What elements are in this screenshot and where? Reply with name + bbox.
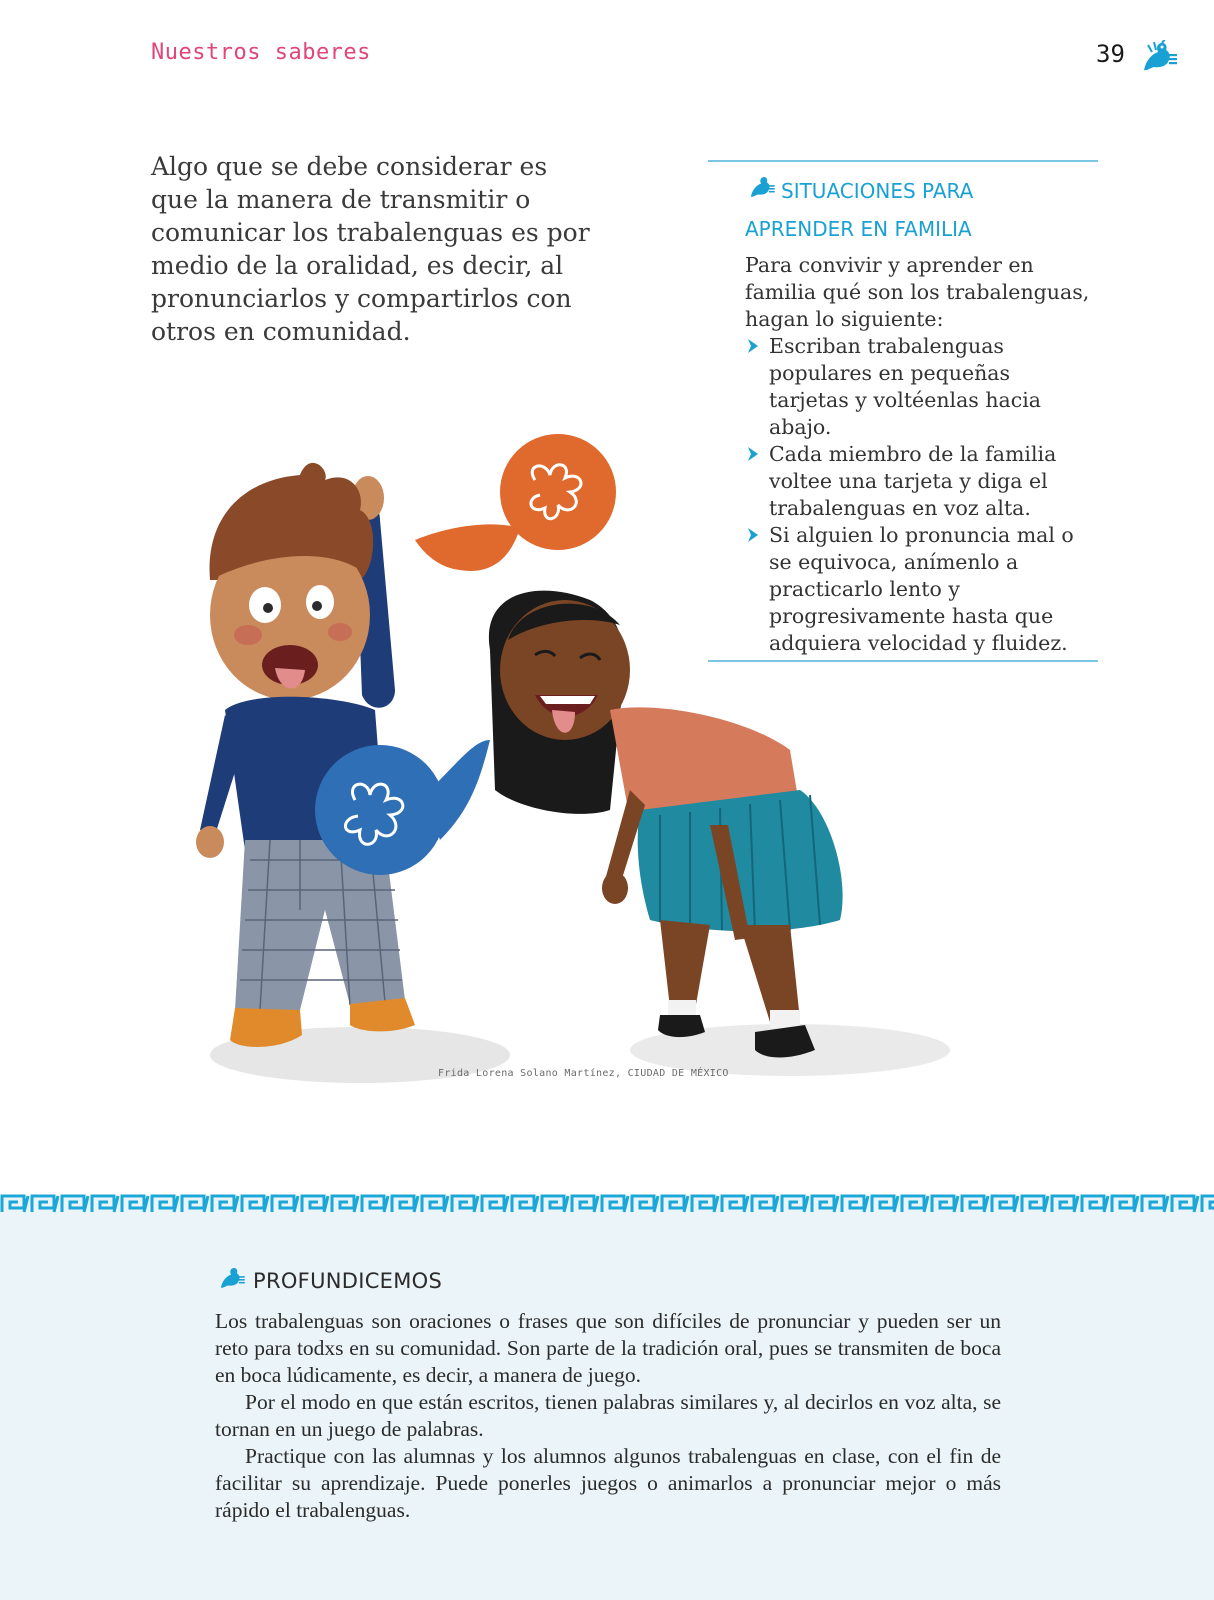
- greek-key-border: [0, 1192, 1214, 1216]
- family-step-1: Escriban trabalenguas populares en pequeñas tarjetas y voltéenlas hacia abajo.: [769, 334, 1042, 439]
- family-title-line2: APRENDER EN FAMILIA: [745, 217, 972, 241]
- intro-paragraph: [151, 150, 591, 348]
- family-box-title: [745, 172, 1085, 248]
- girl-figure: [489, 591, 843, 1058]
- axolotl-mascot-icon: [1138, 40, 1178, 76]
- profundicemos-title-text: PROFUNDICEMOS: [253, 1269, 443, 1293]
- chevron-right-icon: [745, 337, 761, 355]
- profundicemos-body: [215, 1308, 1001, 1524]
- family-step-2: Cada miembro de la familia voltee una tarjeta y diga el trabalenguas en voz alta.: [769, 442, 1057, 520]
- profundicemos-title: [215, 1266, 442, 1293]
- family-title-line1: SITUACIONES PARA: [781, 179, 974, 203]
- profundicemos-paragraph-1: Los trabalenguas son oraciones o frases que son difíciles de pronunciar y pueden ser un reto para todxs en su comunidad. Son parte de la tradición oral, pues se transmiten de boca en boca lúdicamente, es decir, a manera de juego.: [215, 1309, 1001, 1387]
- family-lead: Para convivir y aprender en familia qué son los trabalenguas, hagan lo siguiente:: [745, 253, 1090, 331]
- blue-speech-bubble: [315, 740, 490, 875]
- profundicemos-paragraph-3: Practique con las alumnas y los alumnos algunos trabalenguas en clase, con el fin de facilitar su aprendizaje. Puede ponerles juegos o animarlos a pronunciar mejor o más rápido el trabalenguas.: [215, 1444, 1001, 1522]
- axolotl-mascot-icon: [215, 1266, 247, 1292]
- axolotl-mascot-icon: [745, 175, 777, 201]
- intro-text: Algo que se debe considerar es que la manera de transmitir o comunicar los trabalenguas es por medio de la oralidad, es decir, al pronunciarlos y compartirlos con otros en comunidad.: [151, 152, 590, 346]
- illustration-credit: Frida Lorena Solano Martínez, CIUDAD DE MÉXICO: [438, 1068, 729, 1079]
- children-illustration: [190, 410, 990, 1110]
- orange-speech-bubble: [415, 434, 616, 571]
- section-title: Nuestros saberes: [151, 40, 371, 65]
- family-step-3: Si alguien lo pronuncia mal o se equivoca, anímenlo a practicarlo lento y progresivamente hasta que adquiera velocidad y fluidez.: [769, 523, 1074, 655]
- profundicemos-paragraph-2: Por el modo en que están escritos, tienen palabras similares y, al decirlos en voz alta, se tornan en un juego de palabras.: [215, 1390, 1001, 1441]
- page-number: 39: [1096, 40, 1125, 68]
